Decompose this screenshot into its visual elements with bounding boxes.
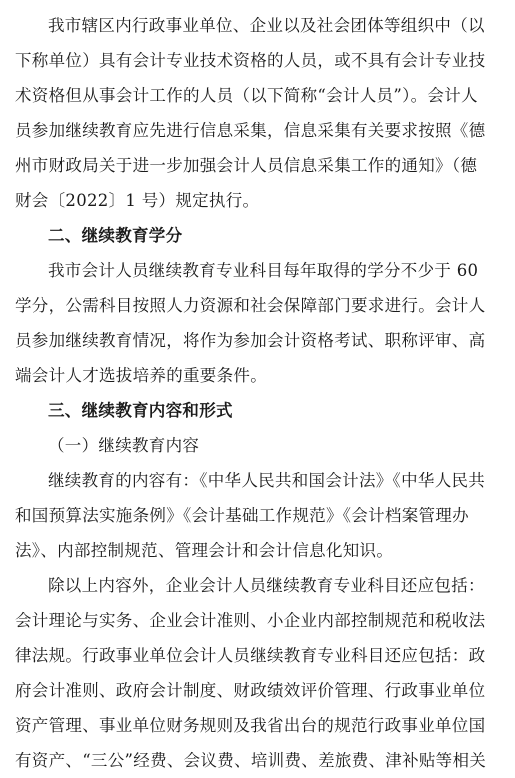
paragraph-line: 员参加继续教育应先进行信息采集，信息采集有关要求按照《德: [15, 121, 486, 140]
paragraph-line: 财会〔2022〕1 号）规定执行。: [15, 191, 260, 210]
paragraph-line: 除以上内容外，企业会计人员继续教育专业科目还应包括：: [48, 576, 485, 595]
paragraph-line: 有资产、“三公”经费、会议费、培训费、差旅费、津补贴等相关: [15, 751, 487, 770]
paragraph-line: 州市财政局关于进一步加强会计人员信息采集工作的通知》（德: [15, 156, 478, 175]
paragraph-line: 继续教育的内容有：《中华人民共和国会计法》《中华人民共: [48, 471, 486, 490]
section-heading: 三、继续教育内容和形式: [48, 401, 233, 420]
paragraph-line: 资产管理、事业单位财务规则及我省出台的规范行政事业单位国: [15, 716, 486, 735]
paragraph-line: 我市辖区内行政事业单位、企业以及社会团体等组织中（以: [48, 16, 485, 35]
paragraph-line: 术资格但从事会计工作的人员（以下简称“会计人员”）。会计人: [15, 86, 478, 105]
paragraph-line: 学分，公需科目按照人力资源和社会保障部门要求进行。会计人: [15, 296, 486, 315]
section-heading: 二、继续教育学分: [48, 226, 183, 245]
paragraph-line: 端会计人才选拔培养的重要条件。: [15, 366, 267, 385]
paragraph-line: 员参加继续教育情况，将作为参加会计资格考试、职称评审、高: [15, 331, 486, 350]
paragraph-line: 会计理论与实务、企业会计准则、小企业内部控制规范和税收法: [15, 611, 486, 630]
paragraph-line: 下称单位）具有会计专业技术资格的人员，或不具有会计专业技: [15, 51, 486, 70]
paragraph-line: 我市会计人员继续教育专业科目每年取得的学分不少于 60: [48, 261, 479, 280]
paragraph-line: 府会计准则、政府会计制度、财政绩效评价管理、行政事业单位: [15, 681, 486, 700]
subsection-heading: （一）继续教育内容: [48, 436, 200, 455]
paragraph-line: 法》、内部控制规范、管理会计和会计信息化知识。: [15, 541, 394, 560]
paragraph-line: 和国预算法实施条例》《会计基础工作规范》《会计档案管理办: [15, 506, 469, 525]
document-page: [15, 8, 500, 778]
paragraph-line: 律法规。行政事业单位会计人员继续教育专业科目还应包括：政: [15, 646, 486, 665]
